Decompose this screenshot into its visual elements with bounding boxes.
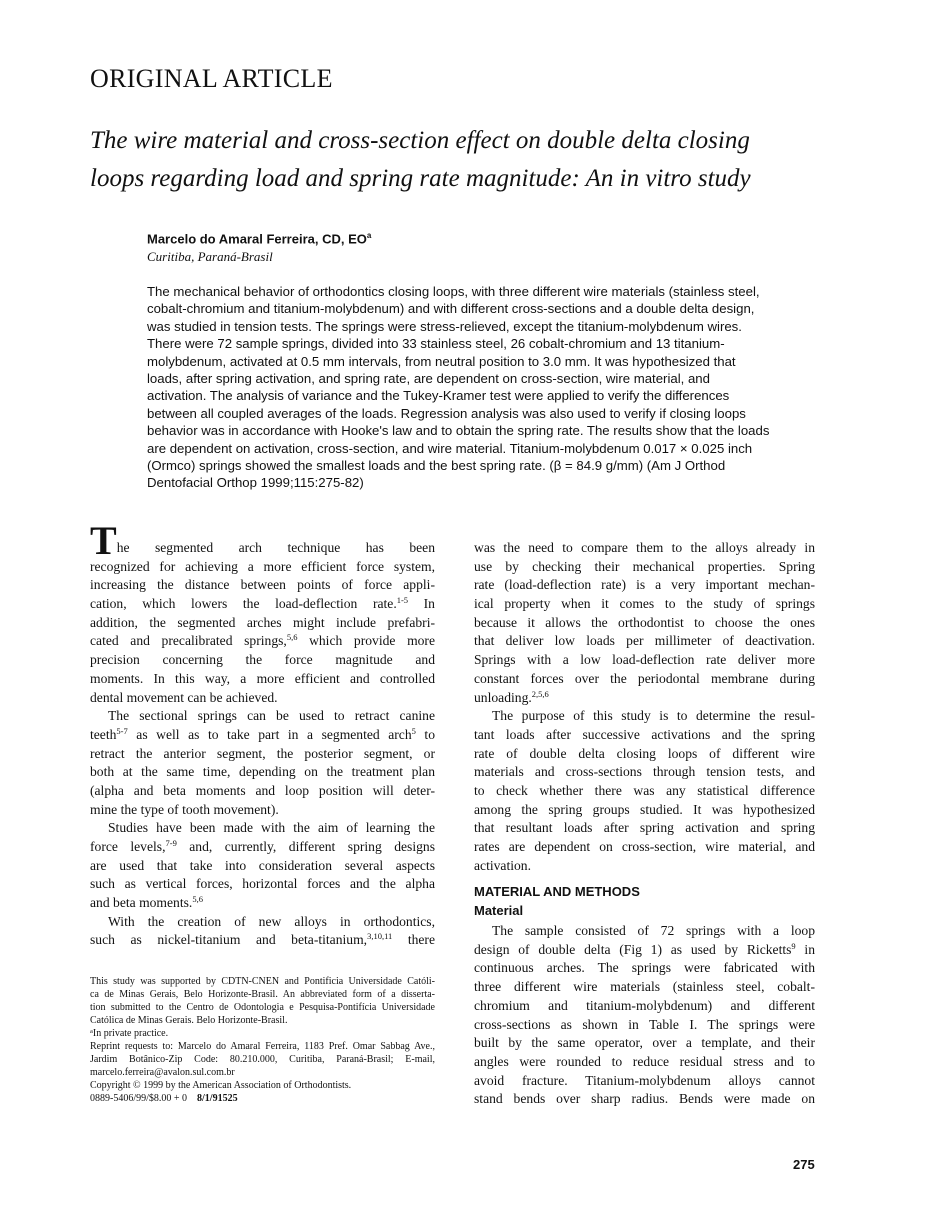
body-text-line: to check whether there was any statistical difference [474, 782, 815, 798]
body-text-line: design of double delta (Fig 1) as used by Ricketts$^9$ in [474, 940, 816, 957]
body-text-line: cated and precalibrated springs,$^{5,6}$ which provide more [90, 632, 435, 649]
body-text-line: precision concerning the force magnitude and [90, 652, 435, 668]
abstract-line: loads, after spring activation, and spring rate, are dependent on cross-section, wire material, and [147, 370, 710, 386]
abstract-line: The mechanical behavior of orthodontics closing loops, with three different wire materials (stainless steel, [147, 284, 760, 299]
body-text-line: The purpose of this study is to determine the resul- [492, 708, 815, 724]
body-text-line: dental movement can be achieved. [90, 689, 278, 705]
body-text-line: recognized for achieving a more efficient force system, [90, 558, 435, 574]
body-text-line: among the spring groups studied. It was hypothesized [474, 801, 815, 817]
author-affiliation: Curitiba, Paraná-Brasil [147, 249, 273, 264]
body-text-line: chromium and titanium-molybdenum) and different [474, 997, 815, 1013]
footnote-line: tion submitted to the Centro de Odontologia e Pesquisa-Pontifícia Universidade [90, 1002, 435, 1013]
abstract-line: cobalt-chromium and titanium-molybdenum) and with different cross-sections and a double delta design, [147, 301, 755, 317]
author-name [147, 231, 371, 246]
article-code: 8/1/91525 [197, 1093, 238, 1104]
body-text-line: ical property when it comes to the study of springs [474, 596, 815, 612]
body-text-line: teeth$^{5-7}$ as well as to take part in a segmented arch$^5$ to [90, 725, 435, 742]
body-text-line: moments. In this way, a more efficient and controlled [90, 670, 435, 686]
body-text-line: and beta moments.$^{5,6}$ [90, 894, 203, 911]
body-text-line: constant forces over the periodontal membrane during [474, 670, 815, 686]
citation-superscript: 3,10,11 [367, 931, 393, 942]
title-line: loops regarding load and spring rate magnitude: An in vitro study [90, 165, 751, 192]
author-footnote-marker: a [366, 231, 372, 240]
footnote-line: Jardim Botânico-Zip Code: 80.210.000, Curitiba, Paraná-Brasil; E-mail, [90, 1054, 435, 1065]
body-text-line: Springs with a low load-deflection rate deliver more [474, 652, 815, 668]
section-label: ORIGINAL ARTICLE [90, 64, 333, 93]
body-text-line: avoid fracture. Titanium-molybdenum alloys cannot [474, 1072, 815, 1088]
abstract-line: molybdenum, activated at 0.5 mm intervals, from neutral position to 3.0 mm. It was hypothesized that [147, 353, 736, 369]
body-text-line: that resultant loads after spring activation and spring [474, 820, 815, 836]
body-text-line: built by the same operator, over a template, and their [474, 1035, 815, 1051]
body-text-line: both at the same time, depending on the treatment plan [90, 764, 435, 780]
abstract-line: Dentofacial Orthop 1999;115:275-82) [147, 475, 364, 491]
title-line: The wire material and cross-section effect on double delta closing [90, 127, 750, 154]
body-text-line: cross-sections as shown in Table I. The springs were [474, 1016, 815, 1032]
footnote-line: marcelo.ferreira@avalon.sul.com.br [90, 1067, 235, 1078]
body-text-line: was the need to compare them to the alloys already in [474, 540, 815, 555]
body-column-left [90, 518, 435, 950]
body-text-line: stand bends over sharp radius. Bends were made on [474, 1091, 815, 1107]
abstract-line: behavior was in accordance with Hooke's law and to obtain the spring rate. The results show that the loads [147, 423, 770, 439]
citation-superscript: a [90, 1028, 93, 1035]
abstract-line: There were 72 sample springs, divided into 33 stainless steel, 26 cobalt-chromium and 13 titanium- [147, 336, 725, 352]
body-text-line: rate (load-deflection rate) is a very important mechan- [474, 577, 815, 593]
footnote-line: Reprint requests to: Marcelo do Amaral Ferreira, 1183 Pref. Omar Sabbag Ave., [90, 1041, 435, 1052]
subheading-material: Material [474, 903, 524, 919]
abstract-line: activation. The analysis of variance and the Tukey-Kramer test were applied to verify the differences [147, 388, 730, 404]
body-column-right [474, 539, 815, 1109]
page-number: 275 [793, 1157, 815, 1172]
footnote-issn-line [90, 1092, 435, 1105]
body-text-line: that deliver low loads per millimeter of deactivation. [474, 633, 815, 649]
article-title [90, 122, 751, 198]
citation-superscript: 9 [791, 940, 796, 951]
citation-superscript: 5,6 [192, 894, 203, 905]
footnote-line: This study was supported by CDTN-CNEN and Pontificia Universidade Católi- [90, 976, 435, 987]
body-text-line: such as nickel-titanium and beta-titanium,$^{3,10,11}$ there [90, 931, 435, 948]
citation-superscript: 5,6 [286, 632, 298, 643]
body-text-line: use by checking their mechanical properties. Spring [474, 558, 815, 574]
abstract-line: are dependent on activation, cross-section, and wire material. Titanium-molybdenum 0.017 × 0.025 inch [147, 440, 753, 456]
body-text-line: retract the anterior segment, the posterior segment, or [90, 745, 435, 761]
body-text-line: activation. [474, 857, 531, 873]
body-text-line: With the creation of new alloys in orthodontics, [108, 913, 435, 929]
body-text-line: three different wire materials (stainless steel, cobalt- [474, 979, 815, 995]
body-text-line: because it allows the orthodontist to choose the ones [474, 614, 815, 630]
footnote-line: ca de Minas Gerais, Belo Horizonte-Brasil. An abbreviated form of a disserta- [90, 989, 435, 1000]
body-text-line: rate of double delta closing loops of different wire [474, 745, 815, 761]
footnotes [90, 975, 435, 1105]
body-text-line: tant loads after successive activations and the spring [474, 726, 815, 742]
body-text-line: continuous arches. The springs were fabricated with [474, 960, 815, 976]
body-text-line: The segmented arch technique has been [90, 518, 435, 563]
body-text-line: increasing the distance between points of force appli- [90, 577, 435, 593]
body-text-line: cation, which lowers the load-deflection rate.$^{1-5}$ In [90, 595, 435, 612]
abstract-line: was studied in tension tests. The springs were stress-relieved, except the titanium-molybdenum wires. [147, 318, 742, 334]
citation-superscript: 7-9 [165, 838, 177, 848]
body-text-line: are used that take into consideration several aspects [90, 857, 435, 873]
citation-superscript: 2,5,6 [531, 688, 549, 699]
body-text-line: addition, the segmented arches might include prefabri- [90, 614, 435, 630]
body-text-line: rates are dependent on cross-section, wire material, and [474, 839, 815, 854]
body-text-line: materials and cross-sections through tension tests, and [474, 764, 815, 780]
section-heading-material-and-methods: MATERIAL AND METHODS [474, 884, 640, 900]
citation-superscript: 1-5 [396, 595, 409, 606]
issn: 0889-5406/99/$8.00 + 0 [90, 1093, 188, 1104]
abstract-line: between all coupled averages of the loads. Regression analysis was also used to verify if closing loops [147, 405, 746, 421]
body-text-line: Studies have been made with the aim of learning the [108, 820, 435, 836]
body-text-line: The sectional springs can be used to retract canine [108, 708, 435, 724]
body-text-line: force levels,$^{7-9}$ and, currently, different spring designs [90, 838, 435, 854]
footnote-line: $^a$In private practice. [90, 1028, 169, 1039]
citation-superscript: 5 [411, 725, 416, 736]
footnote-line: Copyright © 1999 by the American Association of Orthodontists. [90, 1080, 352, 1091]
body-text-line: (alpha and beta moments and loop position will deter- [90, 782, 435, 798]
body-text-line: angles were rounded to reduce residual stress and to [474, 1053, 815, 1069]
abstract-line: (Ormco) springs showed the smallest loads and the best spring rate. (β = 84.9 g/mm) (Am J Orthod [147, 457, 726, 473]
abstract [147, 283, 817, 492]
body-text-line: The sample consisted of 72 springs with a loop [492, 923, 815, 939]
body-text-line: such as vertical forces, horizontal forces and the alpha [90, 876, 435, 892]
author-name-text: Marcelo do Amaral Ferreira, CD, EO [147, 231, 367, 247]
drop-cap: T [90, 518, 117, 563]
footnote-line: Católica de Minas Gerais. Belo Horizonte-Brasil. [90, 1015, 288, 1026]
body-text-line: unloading.$^{2,5,6}$ [474, 688, 549, 705]
citation-superscript: 5-7 [116, 725, 128, 736]
body-text-line: mine the type of tooth movement). [90, 801, 279, 817]
